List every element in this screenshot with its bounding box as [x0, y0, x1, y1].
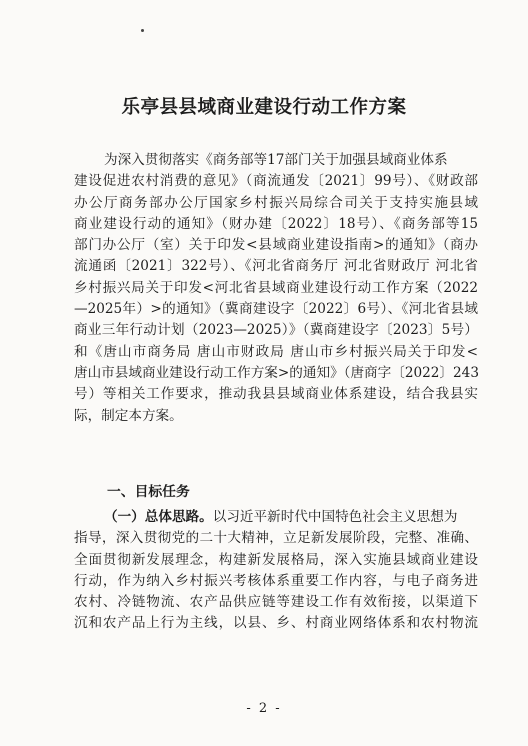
intro-line: 为深入贯彻落实《商务部等17部门关于加强县域商业体系 — [104, 152, 448, 168]
intro-line: 办公厅商务部办公厅国家乡村振兴局综合司关于支持实施县域 — [74, 194, 478, 211]
section-line: 全面贯彻新发展理念，构建新发展格局，深入实施县域商业建设 — [74, 551, 478, 568]
section-overall-approach — [74, 507, 478, 635]
intro-paragraph — [74, 150, 478, 427]
intro-line: 商业建设行动的通知》（财办建〔2022〕18号）、《商务部等15 — [74, 215, 478, 232]
section-line: 行动，作为纳入乡村振兴考核体系重要工作内容，与电子商务进 — [74, 572, 478, 589]
section-line: 沉和农产品上行为主线，以县、乡、村商业网络体系和农村物流 — [74, 615, 478, 632]
document-title: 乐亭县县域商业建设行动工作方案 — [121, 97, 407, 118]
intro-line: 建设促进农村消费的意见》（商流通发〔2021〕99号）、《财政部 — [74, 173, 478, 190]
intro-line: 部门办公厅（室）关于印发<县域商业建设指南>的通知》（商办 — [74, 237, 478, 254]
intro-line: 商业三年行动计划（2023—2025）》（冀商建设字〔2023〕5号） — [74, 322, 478, 339]
section-first-line — [74, 507, 478, 528]
section-heading: 一、目标任务 — [107, 484, 190, 500]
section-line: 农村、冷链物流、农产品供应链等建设工作有效衔接，以渠道下 — [74, 594, 478, 611]
subsection-label: （一）总体思路。 — [104, 509, 213, 525]
section-text: 以习近平新时代中国特色社会主义思想为 — [212, 509, 458, 525]
intro-line: 号）等相关工作要求，推动我县县域商业体系建设，结合我县实 — [74, 386, 478, 403]
scan-speck — [141, 29, 144, 32]
intro-line: 乡村振兴局关于印发<河北省县域商业建设行动工作方案（2022 — [74, 279, 478, 296]
page-number: - 2 - — [246, 701, 282, 716]
intro-line: 流通函〔2021〕322号）、《河北省商务厅 河北省财政厅 河北省 — [74, 258, 478, 275]
intro-line: 和《唐山市商务局 唐山市财政局 唐山市乡村振兴局关于印发< — [74, 343, 478, 360]
intro-line: 唐山市县域商业建设行动工作方案>的通知》（唐商字〔2022〕243 — [74, 364, 479, 381]
intro-line: —2025年）>的通知》（冀商建设字〔2022〕6号）、《河北省县域 — [74, 301, 478, 318]
section-line: 指导，深入贯彻党的二十大精神，立足新发展阶段，完整、准确、 — [74, 530, 478, 547]
intro-line: 际，制定本方案。 — [74, 407, 183, 424]
